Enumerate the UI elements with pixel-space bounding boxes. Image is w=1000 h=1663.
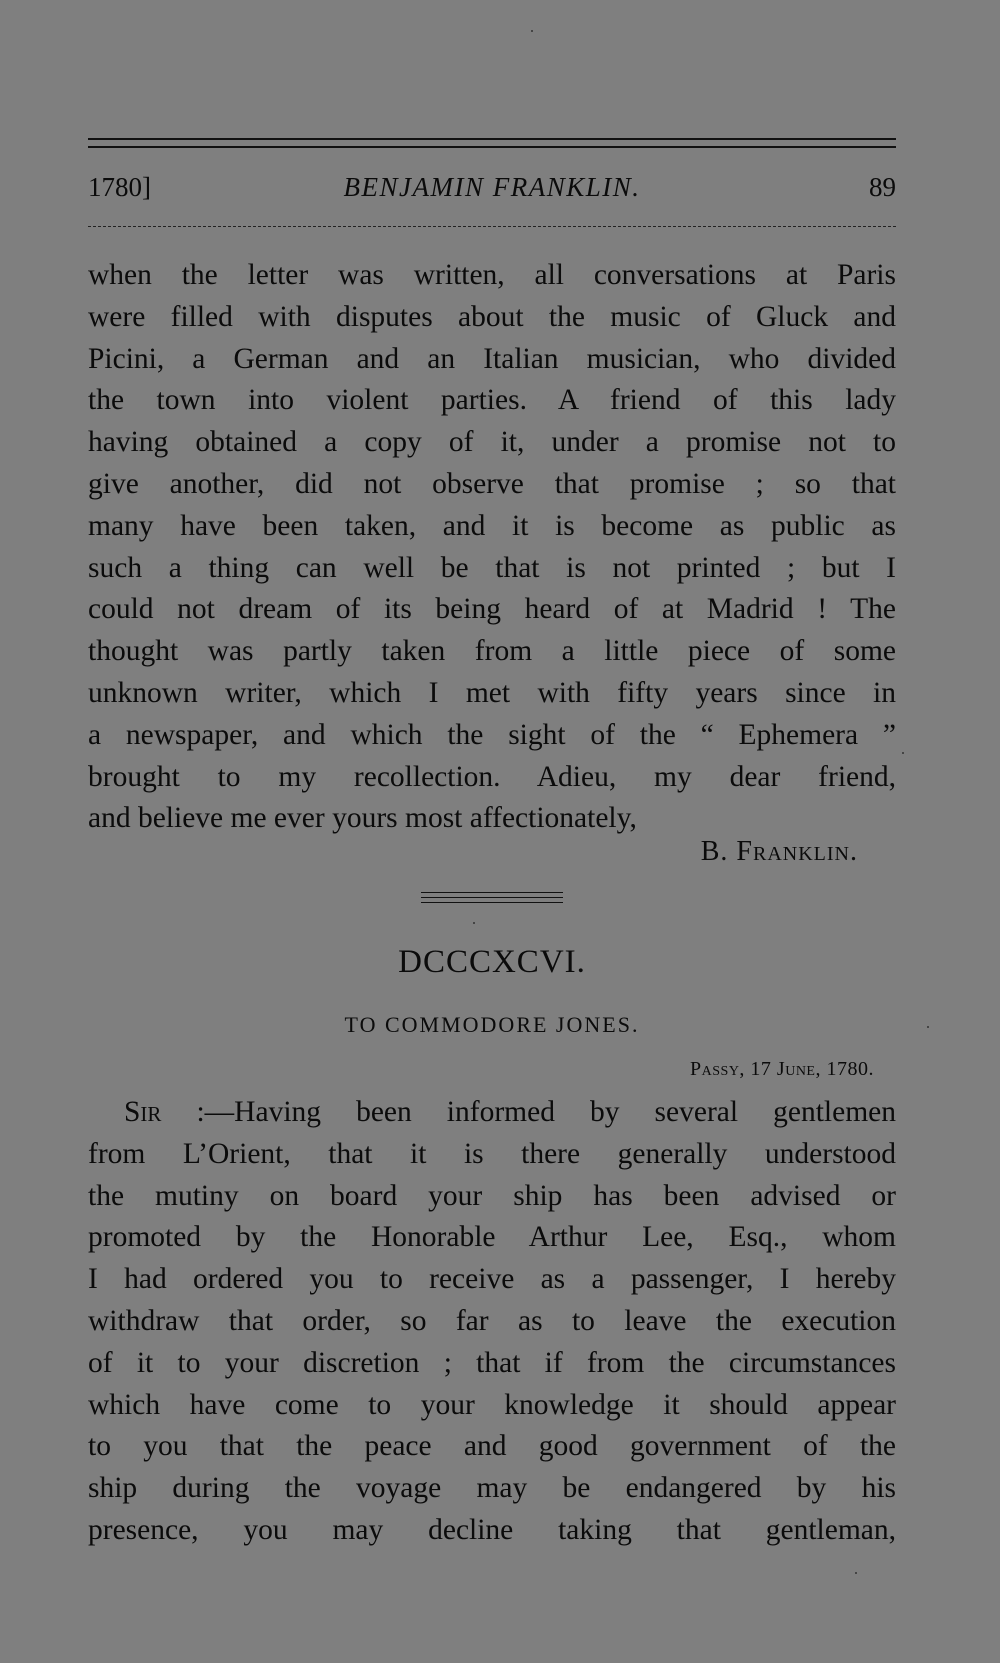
page-number: 89: [869, 172, 896, 202]
text-line: I had ordered you to receive as a passenger, I hereby: [88, 1263, 896, 1296]
dateline: Passy, 17 June, 1780.: [690, 1058, 874, 1080]
text-line: [88, 1092, 896, 1134]
running-head-year: 1780]: [88, 172, 151, 202]
book-page: [88, 0, 896, 1663]
paragraph-one: [88, 255, 896, 840]
text-line-rest: :—Having been informed by several gentlemen: [161, 1096, 896, 1128]
text-line: having obtained a copy of it, under a promise not to: [88, 426, 896, 459]
paper-speck: [531, 30, 533, 32]
text-line: presence, you may decline taking that gentleman,: [88, 1513, 896, 1546]
section-divider: [421, 892, 563, 907]
paper-speck: [473, 922, 475, 924]
letter-number: DCCCXCVI.: [398, 944, 586, 980]
header-rule-second: [88, 146, 896, 148]
text-line: were filled with disputes about the music of Gluck and: [88, 300, 896, 333]
text-line: Picini, a German and an Italian musician, who divided: [88, 342, 896, 375]
text-line: when the letter was written, all conversations at Paris: [88, 259, 896, 291]
paper-speck: [855, 1572, 857, 1574]
text-line: brought to my recollection. Adieu, my dear friend,: [88, 760, 896, 793]
text-line: to you that the peace and good government of the: [88, 1430, 896, 1463]
text-line: of it to your discretion ; that if from the circumstances: [88, 1346, 896, 1379]
text-line: ship during the voyage may be endangered by his: [88, 1472, 896, 1505]
text-line: which have come to your knowledge it should appear: [88, 1388, 896, 1421]
text-line: and believe me ever yours most affectionately,: [88, 802, 637, 835]
text-line: promoted by the Honorable Arthur Lee, Esq., whom: [88, 1221, 896, 1254]
letter-recipient: TO COMMODORE JONES.: [344, 1012, 640, 1037]
text-line: the mutiny on board your ship has been advised or: [88, 1179, 896, 1212]
text-line: withdraw that order, so far as to leave the execution: [88, 1304, 896, 1337]
paper-speck: [902, 752, 904, 754]
text-line: thought was partly taken from a little piece of some: [88, 635, 896, 668]
running-head-title: BENJAMIN FRANKLIN.: [343, 172, 641, 202]
paper-speck: [927, 1026, 929, 1028]
running-head: [88, 172, 896, 212]
text-line: could not dream of its being heard of at Madrid ! The: [88, 593, 896, 626]
text-line: from L’Orient, that it is there generally understood: [88, 1137, 896, 1170]
text-line: a newspaper, and which the sight of the “ Ephemera ”: [88, 718, 896, 751]
header-rule-top: [88, 138, 896, 140]
text-line: the town into violent parties. A friend of this lady: [88, 384, 896, 417]
paragraph-two: [88, 1092, 896, 1552]
header-rule-dashed: [88, 226, 896, 227]
signature: B. Franklin.: [700, 836, 858, 867]
text-line: unknown writer, which I met with fifty years since in: [88, 676, 896, 709]
text-line: such a thing can well be that is not printed ; but I: [88, 551, 896, 584]
salutation: Sir: [124, 1096, 162, 1128]
text-line: many have been taken, and it is become as public as: [88, 509, 896, 542]
text-line: give another, did not observe that promise ; so that: [88, 467, 896, 500]
